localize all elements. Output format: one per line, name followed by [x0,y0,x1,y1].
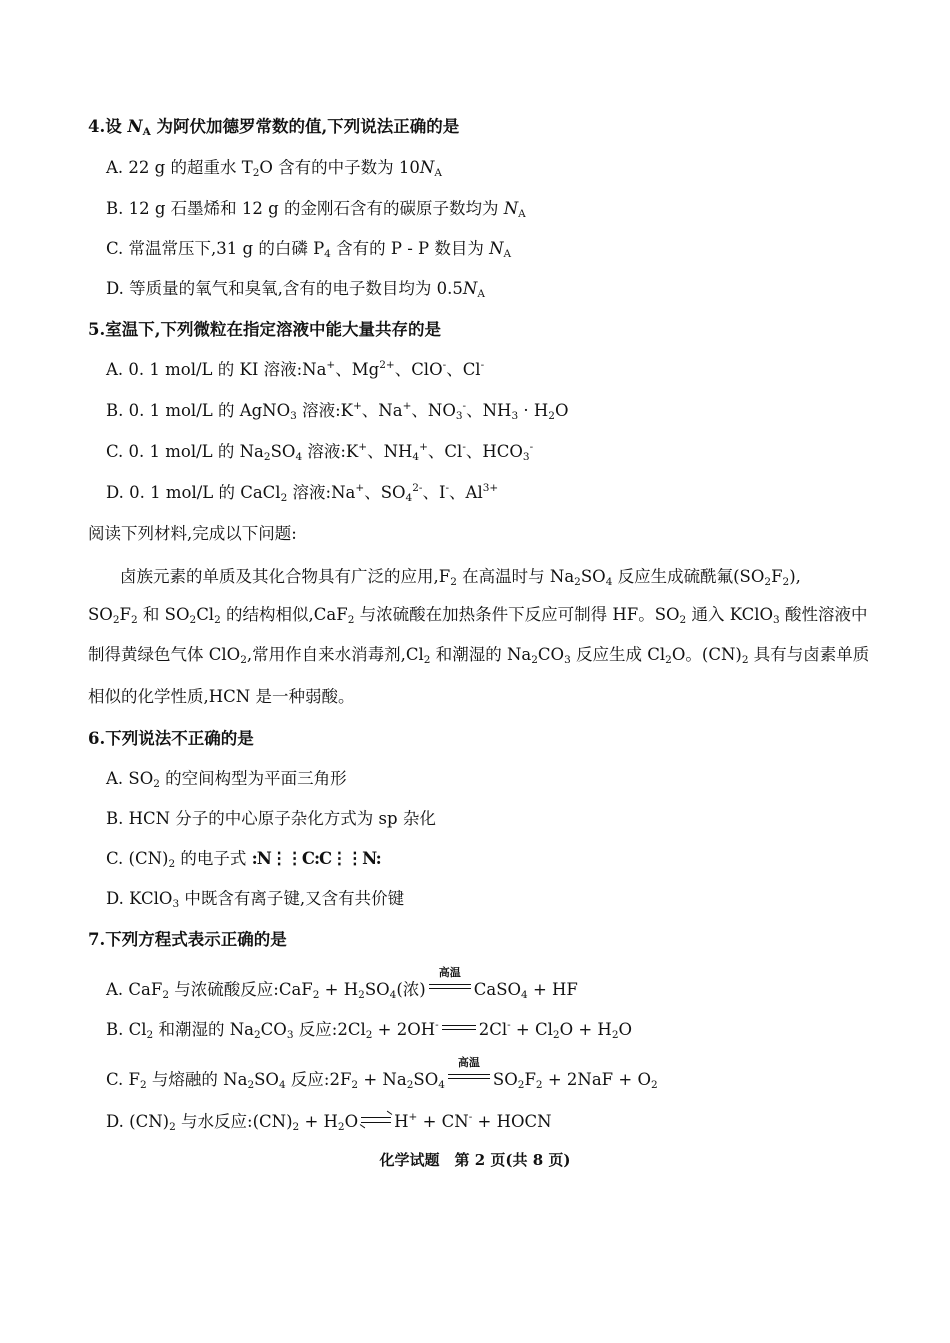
reversible-arrow-icon [361,1115,391,1127]
high-temp-condition-sign: 高温 [448,1071,490,1085]
reading-line-3: 制得黄绿色气体 ClO$_2$,常用作自来水消毒剂$,Cl_2$ 和潮湿的 $Na_2CO_3$ 反应生成 $Cl_2O$。$(CN)_2$ 具有与卤素单质 [88,645,870,666]
equals-sign [442,1023,476,1035]
question-6-stem: 6.下列说法不正确的是 [88,729,254,748]
q6-option-a: A. $SO_2$ 的空间构型为平面三角形 [106,769,347,790]
q4-option-c: C. 常温常压下,31 g 的白磷 $P_4$ 含有的 P - P 数目为 $N_A$ [106,239,512,260]
question-4-stem: 4.设 $N_A$ 为阿伏加德罗常数的值,下列说法正确的是 [88,117,460,138]
reading-line-2: $SO_2F_2$ 和 $SO_2Cl_2$ 的结构相似,CaF$_2$ 与浓硫酸在加热条件下反应可制得 HF。$SO_2$ 通入 KClO$_3$ 酸性溶液中 [88,605,868,626]
reading-line-1: 卤族元素的单质及其化合物具有广泛的应用$,F_2$ 在高温时与 $Na_2SO_4$ 反应生成硫酰氟$(SO_2F_2)$, [120,567,801,588]
q6-option-d: D. KClO$_3$ 中既含有离子键,又含有共价键 [106,889,405,910]
high-temp-condition-sign: 高温 [429,981,471,995]
q5-option-d: D. 0. 1 mol/L 的 CaCl$_2$ 溶液:Na+、$SO_4^{2-}$、I-、$Al^{3+}$ [106,482,499,504]
q6-option-c: C. $(CN)_2$ 的电子式 :N⋮⋮C:C⋮⋮N: [106,849,381,870]
question-7-stem: 7.下列方程式表示正确的是 [88,930,287,949]
q7-option-b: B. $Cl_2$ 和潮湿的 $Na_2CO_3$ 反应$:2Cl_2 + 2OH^-$ $2Cl^- + Cl_2O + H_2O$ [106,1019,633,1041]
q5-option-b: B. 0. 1 mol/L 的 AgNO$_3$ 溶液:K+、Na+、$NO_3^-$、$NH_3 \cdot H_2O$ [106,400,569,422]
page-footer: 化学试题 第 2 页(共 8 页) [379,1151,571,1169]
question-5-stem: 5.室温下,下列微粒在指定溶液中能大量共存的是 [88,320,441,339]
q7-option-a: A. CaF$_2$ 与浓硫酸反应:CaF$_2$ + $H_2SO_4$(浓) 高温 CaSO$_4$ + HF [106,966,578,1001]
q7-option-d: D. $(CN)_2$ 与水反应$:(CN)_2 + H_2O$ H+ + CN- + HOCN [106,1111,552,1133]
reading-line-4: 相似的化学性质,HCN 是一种弱酸。 [88,687,355,706]
q4-option-a: A. 22 g 的超重水 $T_2O$ 含有的中子数为 $10N_A$ [106,158,442,179]
reading-heading: 阅读下列材料,完成以下问题: [88,524,297,543]
q6-option-b: B. HCN 分子的中心原子杂化方式为 sp 杂化 [106,809,436,828]
q4-option-d: D. 等质量的氧气和臭氧,含有的电子数目均为 $0.5N_A$ [106,279,485,300]
q4-option-b: B. 12 g 石墨烯和 12 g 的金刚石含有的碳原子数均为 $N_A$ [106,199,526,220]
q5-option-a: A. 0. 1 mol/L 的 KI 溶液:Na+、$Mg^{2+}$、ClO-、Cl- [106,359,485,379]
q7-option-c: C. $F_2$ 与熔融的 $Na_2SO_4$ 反应$:2F_2 + Na_2SO_4$ 高温 $SO_2F_2 + 2NaF + O_2$ [106,1056,658,1091]
electron-formula: :N⋮⋮C:C⋮⋮N: [251,849,381,868]
q5-option-c: C. 0. 1 mol/L 的 $Na_2SO_4$ 溶液:K+、$NH_4^+$、Cl-、$HCO_3^-$ [106,441,534,463]
